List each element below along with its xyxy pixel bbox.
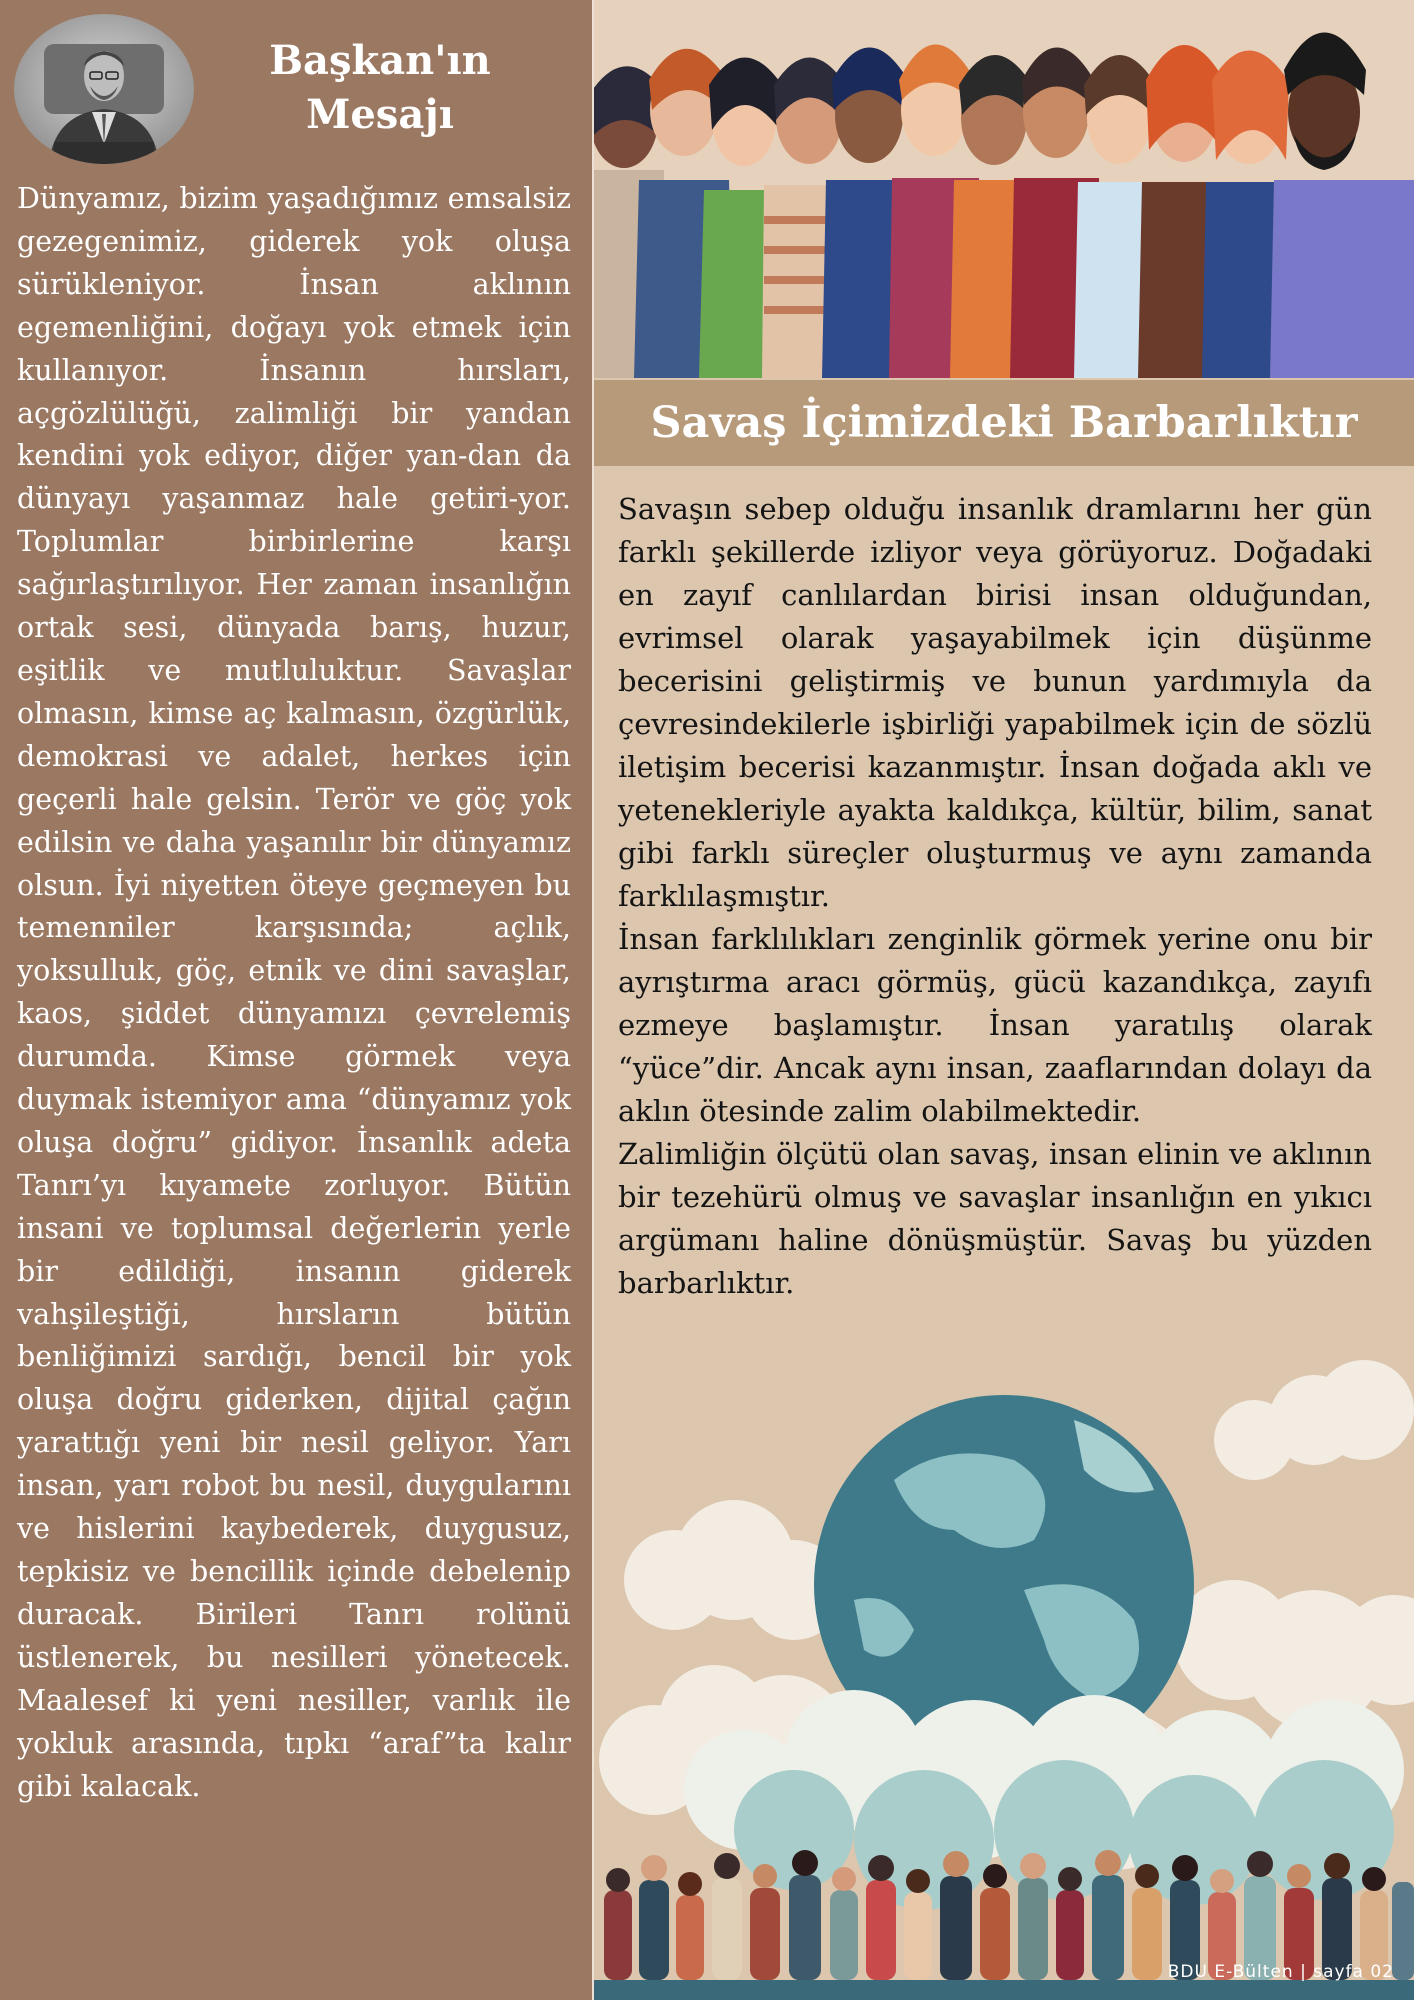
article-paragraph: Zalimliğin ölçütü olan savaş, insan elinin ve aklının bir tezehürü olmuş ve savaşlar insanlığın en yıkıcı argümanı haline dönüşmüştür. Savaş bu yüzden barbarlıktır. [618,1137,1372,1300]
article-body [618,488,1372,1305]
diverse-people-illustration [594,0,1414,378]
message-title: Başkan'ın Mesajı [269,37,491,138]
page-footer: BDU E-Bülten | sayfa 02 [1167,1962,1394,1982]
article-panel [594,0,1414,2000]
message-panel [0,0,592,2000]
article-paragraph: İnsan farklılıkları zenginlik görmek yerine onu bir ayrıştırma aracı görmüş, gücü kazandıkça, zayıfı ezmeye başlamıştır. İnsan yaratılış olarak “yüce”dir. Ancak aynı insan, zaaflarından dolayı da aklın ötesinde zalim olabilmektedir. [618,922,1372,1128]
message-body: Dünyamız, bizim yaşadığımız emsalsiz gezegenimiz, giderek yok oluşa sürükleniyor. İnsan aklının egemenliğini, doğayı yok etmek için kullanıyor. İnsanın hırsları, açgözlülüğü, zalimliği bir yandan kendini yok ediyor, diğer yan-dan da dünyayı yaşanmaz hale getiri-yor. Toplumlar birbirlerine karşı sağırlaştırılıyor. Her zaman insanlığın ortak sesi, dünyada barış, huzur, eşitlik ve mutluluktur. Savaşlar olmasın, kimse aç kalmasın, özgürlük, demokrasi ve adalet, herkes için geçerli hale gelsin. Terör ve göç yok edilsin ve daha yaşanılır bir dünyamız olsun. İyi niyetten öteye geçmeyen bu temenniler karşısında; açlık, yoksulluk, göç, etnik ve dini savaşlar, kaos, şiddet dünyamızı çevrelemiş durumda. Kimse görmek veya duymak istemiyor ama “dünyamız yok oluşa doğru” gidiyor. İnsanlık adeta Tanrı’yı kıyamete zorluyor. Bütün insani ve toplumsal değerlerin yerle bir edildiği, insanın giderek vahşileştiği, hırsların bütün benliğimizi sardığı, bencil bir yok oluşa doğru giderken, dijital çağın yarattığı yeni bir nesil geliyor. Yarı insan, yarı robot bu nesil, duygularını ve hislerini kaybederek, duygusuz, tepkisiz ve bencillik içinde debelenip duracak. Birileri Tanrı rolünü üstlenerek, bu nesilleri yönetecek. Maalesef ki yeni nesiller, varlık ile yokluk arasında, tıpkı “araf”ta kalır gibi kalacak. [17,182,571,1803]
headline-band [594,380,1414,466]
president-portrait [14,14,194,164]
article-paragraph: Savaşın sebep olduğu insanlık dramlarını her gün farklı şekillerde izliyor veya görüyoruz. Doğadaki en zayıf canlılardan birisi insan olduğundan, evrimsel olarak yaşayabilmek için düşünme becerisini geliştirmiş ve bunun yardımıyla da çevresindekilerle işbirliği yapabilmek için de sözlü iletişim becerisi kazanmıştır. İnsan doğada aklı ve yetenekleriyle ayakta kaldıkça, kültür, bilim, sanat gibi farklı süreçler oluşturmuş ve aynı zamanda farklılaşmıştır. [618,492,1372,913]
article-headline: Savaş İçimizdeki Barbarlıktır [650,398,1358,448]
globe-crowd-illustration [594,1360,1414,2000]
